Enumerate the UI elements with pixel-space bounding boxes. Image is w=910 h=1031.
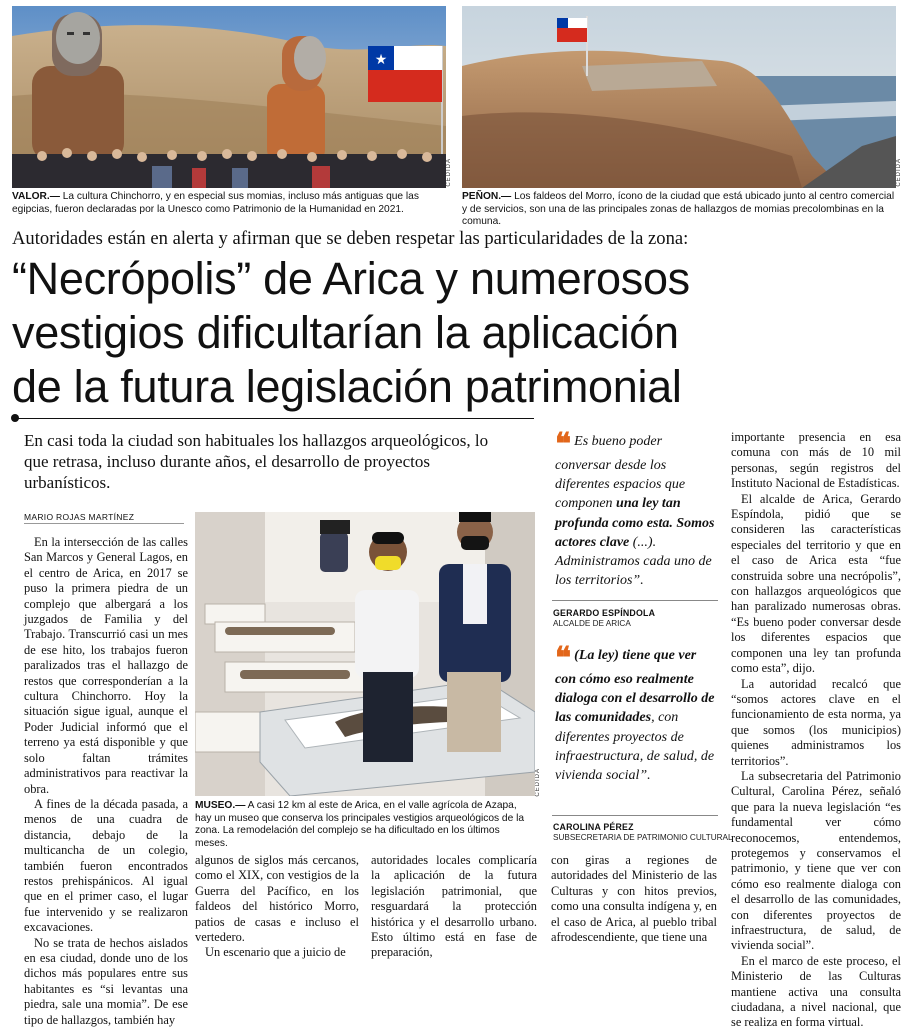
- caption-text: La cultura Chinchorro, y en especial sus momias, incluso más antiguas que las egipcias, fueron declaradas por la Unesco como Patrimonio de la Humanidad en 2021.: [12, 191, 419, 215]
- caption-text: Los faldeos del Morro, ícono de la ciudad que está ubicado junto al centro comercial y de servicios, son una de las principales zonas de hallazgos de momias precolombinas en la comuna.: [462, 191, 895, 227]
- paragraph: En la intersección de las calles San Marcos y General Lagos, en el centro de Arica, en 2017 se puso la primera piedra de un complejo que albergará a los juzgados de Familia y del Trabajo. Transcurrió casi un mes de ese hito, los trabajos fueron paralizados tras el hallazgo de restos que corresponderían a la cultura Chinchorro. Hoy la situación sigue igual, aunque el Poder Judicial informó que el terreno ya está disponible y que solo faltan trámites administrativos para reactivar la obra.: [24, 535, 188, 796]
- paragraph: No se trata de hechos aislados en esa ciudad, donde uno de los dichos más populares entre sus habitantes es “si levantas una piedra, sale una momia”. De ese tipo de hallazgos, también hay: [24, 935, 188, 1027]
- quote-text-bold: una ley tan profunda como esta. Somos actores clave: [555, 496, 715, 550]
- paragraph: Un escenario que a juicio de: [205, 945, 346, 960]
- photo-credit: CEDIDA: [446, 158, 452, 187]
- photo-credit: CEDIDA: [896, 158, 902, 187]
- photo-chinchorro-statues: [12, 6, 446, 188]
- paragraph: con giras a regiones de autoridades del Ministerio de las Culturas y con hitos previos, como una consulta indígena y, en el caso de Arica, al pueblo tribal afrodescendiente, que tiene una: [551, 853, 717, 945]
- svg-text:★: ★: [374, 53, 388, 68]
- photo-museo-azapa: [195, 512, 535, 796]
- quote-text: Es bueno poder conversar desde los diferentes espacios que componen: [555, 434, 686, 512]
- quote-text: (...). Administramos cada uno de los territorios”.: [555, 534, 712, 589]
- headline-line: vestigios dificultarían la aplicación: [12, 307, 679, 358]
- article-column-5: [731, 430, 901, 1031]
- paragraph: algunos de siglos más cercanos, como el XIX, con vestigios de la Guerra del Pacífico, en los faldeos del histórico Morro, patios de casas e incluso el vertedero.: [195, 853, 359, 945]
- paragraph: La autoridad recalcó que “somos actores clave en el funcionamiento de esta norma, ya que somos (los municipios) quienes administramos los territorios”.: [731, 676, 901, 768]
- pull-quote-espindola: [555, 427, 717, 590]
- article-column-4: [551, 853, 717, 945]
- quote-rule: [552, 815, 718, 816]
- byline-rule: [24, 523, 184, 524]
- section-divider: [12, 418, 534, 419]
- quote-mark-icon: ❝: [555, 641, 572, 676]
- quote-rule: [552, 600, 718, 601]
- quote-text-bold: tiene que ver con cómo eso realmente dialoga con el desarrollo de las comunidades: [555, 648, 715, 726]
- headline: [12, 252, 902, 414]
- quote-author-name: GERARDO ESPÍNDOLA: [553, 608, 656, 618]
- pull-quote-perez: [555, 641, 717, 785]
- paragraph: A fines de la década pasada, a menos de una cuadra de distancia, debajo de la multicancha de un colegio, también fueron encontrados restos prehispánicos. Al igual que en el primer caso, el lugar fue intervenido y se realizaron excavaciones.: [24, 796, 188, 935]
- paragraph: El alcalde de Arica, Gerardo Espíndola, pidió que se consideren las características especiales del territorio y que en el caso de Arica esta “fue construida sobre una necrópolis”, con hallazgos arqueológicos que han paralizado numerosas obras. “Es bueno poder conversar desde los diferentes espacios que componen una ley tan profunda como esta”, dijo.: [731, 491, 901, 676]
- paragraph: La subsecretaria del Patrimonio Cultural, Carolina Pérez, señaló que para la nueva legislación “es fundamental ver cómo reconocemos, entendemos, protegemos y conservamos el patrimonio, y tiene que ver con cómo eso realmente dialoga con el desarrollo de las comunidades, con diferentes proyectos de infraestructura, de salud, de vivienda social”.: [731, 768, 901, 953]
- paragraph: importante presencia en esa comuna con más de 10 mil personas, según registros del Instituto Nacional de Estadísticas.: [731, 430, 901, 491]
- caption-label: MUSEO.—: [195, 800, 246, 811]
- paragraph: En el marco de este proceso, el Ministerio de las Culturas mantiene activa una consulta ciudadana, a nivel nacional, que se realiza en forma virtual.: [731, 953, 901, 1030]
- divider-dot: [11, 414, 19, 422]
- quote-author-name: CAROLINA PÉREZ: [553, 822, 634, 832]
- quote-mark-icon: ❝: [555, 427, 572, 462]
- article-column-2: [195, 853, 359, 961]
- paragraph: autoridades locales complicaría la aplicación de la futura legislación patrimonial, que resguardará la protección histórica y el desarrollo urbano. Esto último está en fase de preparación,: [371, 853, 537, 960]
- photo-caption-penon: [462, 191, 900, 229]
- headline-line: de la futura legislación patrimonial: [12, 361, 682, 412]
- byline: MARIO ROJAS MARTÍNEZ: [24, 512, 135, 522]
- photo-caption-museo: [195, 800, 535, 850]
- caption-text: A casi 12 km al este de Arica, en el valle agrícola de Azapa, hay un museo que conserva los principales vestigios arqueológicos de la zona. La remodelación del complejo se ha dificultado en los últimos meses.: [195, 800, 525, 849]
- photo-morro-de-arica: [462, 6, 896, 188]
- photo-credit: CEDIDA: [535, 768, 541, 797]
- quote-text-bold: (La ley): [574, 648, 623, 663]
- article-column-3: [371, 853, 537, 961]
- caption-label: PEÑON.—: [462, 191, 512, 202]
- quote-author-role: ALCALDE DE ARICA: [553, 619, 631, 628]
- caption-label: VALOR.—: [12, 191, 60, 202]
- quote-author-role: SUBSECRETARIA DE PATRIMONIO CULTURAL: [553, 833, 733, 842]
- headline-line: “Necrópolis” de Arica y numerosos: [12, 253, 690, 304]
- headline-kicker: Autoridades están en alerta y afirman que se deben respetar las particularidades de la zona:: [12, 228, 689, 249]
- quote-text: , con diferentes proyectos de infraestructura, de salud, de vivienda social”.: [555, 710, 715, 784]
- deck-subheadline: En casi toda la ciudad son habituales los hallazgos arqueológicos, lo que retrasa, incluso durante años, el desarrollo de proyectos urbanísticos.: [24, 431, 489, 492]
- photo-caption-valor: [12, 191, 448, 216]
- article-column-1: [24, 535, 188, 1028]
